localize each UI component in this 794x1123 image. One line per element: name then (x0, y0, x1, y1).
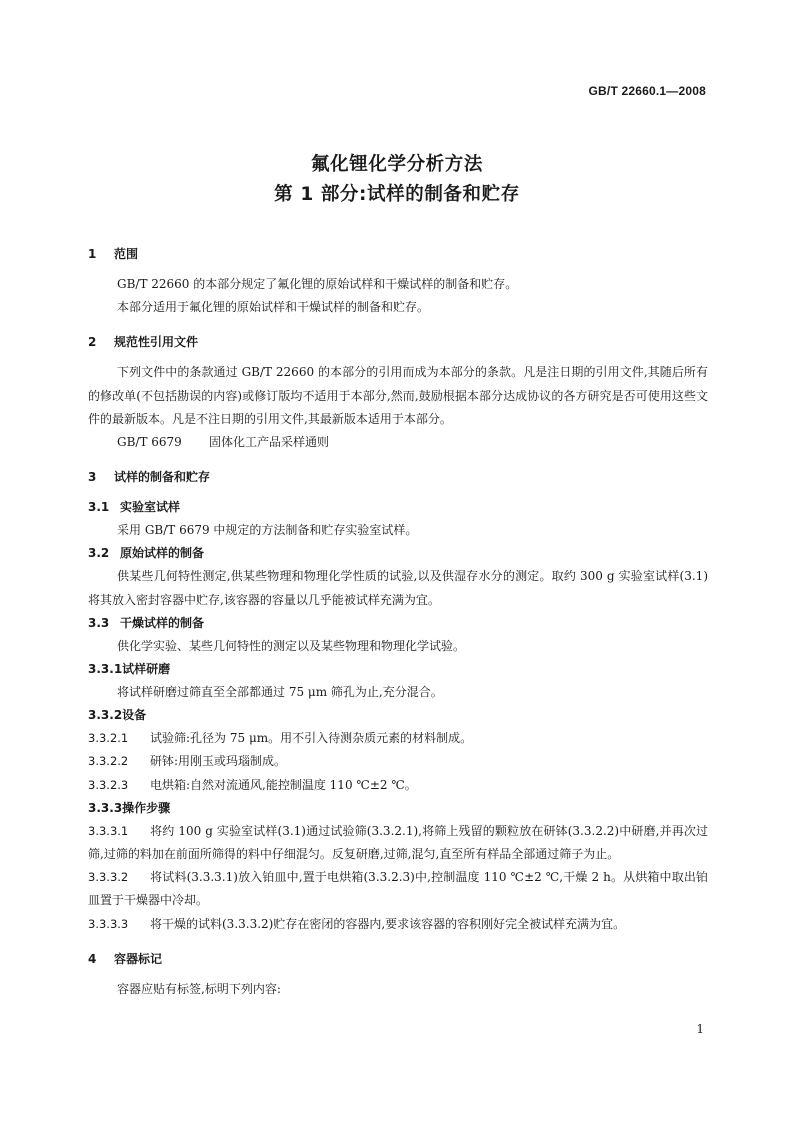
section-heading-2: 2 规范性引用文件 (88, 335, 199, 350)
subsection-heading-3-1: 3.1 实验室试样 (88, 500, 181, 515)
paragraph: 供某些几何特性测定,供某些物理和物理化学性质的试验,以及供湿存水分的测定。取约 300 g 实验室试样(3.1)将其放入密封容器中贮存,该容器的容量以几乎能被试样充满为宜。 (88, 569, 708, 607)
paragraph: GB/T 22660 的本部分规定了氟化锂的原始试样和干燥试样的制备和贮存。 (117, 277, 518, 291)
subsection-heading-3-3: 3.3 干燥试样的制备 (88, 615, 205, 630)
list-item: 3.3.3.1 将约 100 g 实验室试样(3.1)通过试验筛(3.3.2.1),将筛上残留的颗粒放在研钵(3.3.2.2)中研磨,并再次过筛,过筛的料加在前面所筛得的料中仔细混匀。反复研磨,过筛,混匀,直至所有样品全部通过筛子为止。 (88, 823, 708, 862)
subsection-heading-3-3-2: 3.3.2设备 (88, 708, 147, 723)
list-item: 3.3.2.1 试验筛:孔径为 75 μm。用不引入待测杂质元素的材料制成。 (88, 731, 473, 746)
normative-reference: GB/T 6679 固体化工产品采样通则 (117, 435, 330, 450)
paragraph: 采用 GB/T 6679 中规定的方法制备和贮存实验室试样。 (117, 523, 418, 538)
standard-number: GB/T 22660.1—2008 (588, 84, 706, 98)
list-item: 3.3.3.3 将干燥的试料(3.3.3.2)贮存在密闭的容器内,要求该容器的容积刚好完全被试样充满为宜。 (88, 916, 626, 931)
document-body (88, 243, 708, 1001)
title-main: 氟化锂化学分析方法 (311, 154, 483, 175)
title-sub: 第 1 部分:试样的制备和贮存 (274, 184, 520, 205)
subsection-heading-3-2: 3.2 原始试样的制备 (88, 546, 205, 561)
list-item: 3.3.3.2 将试料(3.3.3.1)放入铂皿中,置于电烘箱(3.3.2.3)中,控制温度 110 ℃±2 ℃,干燥 2 h。从烘箱中取出铂皿置于干燥器中冷却。 (88, 870, 708, 908)
document-title (0, 150, 794, 210)
section-heading-4: 4 容器标记 (88, 951, 163, 966)
section-heading-1: 1 范围 (88, 247, 139, 261)
list-item: 3.3.2.2 研钵:用刚玉或玛瑙制成。 (88, 754, 287, 769)
paragraph: 容器应贴有标签,标明下列内容: (117, 981, 281, 996)
subsection-heading-3-3-1: 3.3.1试样研磨 (88, 662, 171, 677)
section-heading-3: 3 试样的制备和贮存 (88, 470, 211, 485)
paragraph: 本部分适用于氟化锂的原始试样和干燥试样的制备和贮存。 (117, 300, 430, 315)
paragraph: 下列文件中的条款通过 GB/T 22660 的本部分的引用而成为本部分的条款。凡是注日期的引用文件,其随后所有的修改单(不包括勘误的内容)或修订版均不适用于本部分,然而,鼓励根据本部分达成协议的各方研究是否可使用这些文件的最新版本。凡是不注日期的引用文件,其最新版本适用于本部分。 (88, 365, 708, 426)
page-number: 1 (696, 1022, 704, 1036)
paragraph: 将试样研磨过筛直至全部都通过 75 μm 筛孔为止,充分混合。 (117, 685, 443, 700)
subsection-heading-3-3-3: 3.3.3操作步骤 (88, 800, 171, 815)
list-item: 3.3.2.3 电烘箱:自然对流通风,能控制温度 110 ℃±2 ℃。 (88, 777, 417, 792)
paragraph: 供化学实验、某些几何特性的测定以及某些物理和物理化学试验。 (117, 638, 466, 653)
